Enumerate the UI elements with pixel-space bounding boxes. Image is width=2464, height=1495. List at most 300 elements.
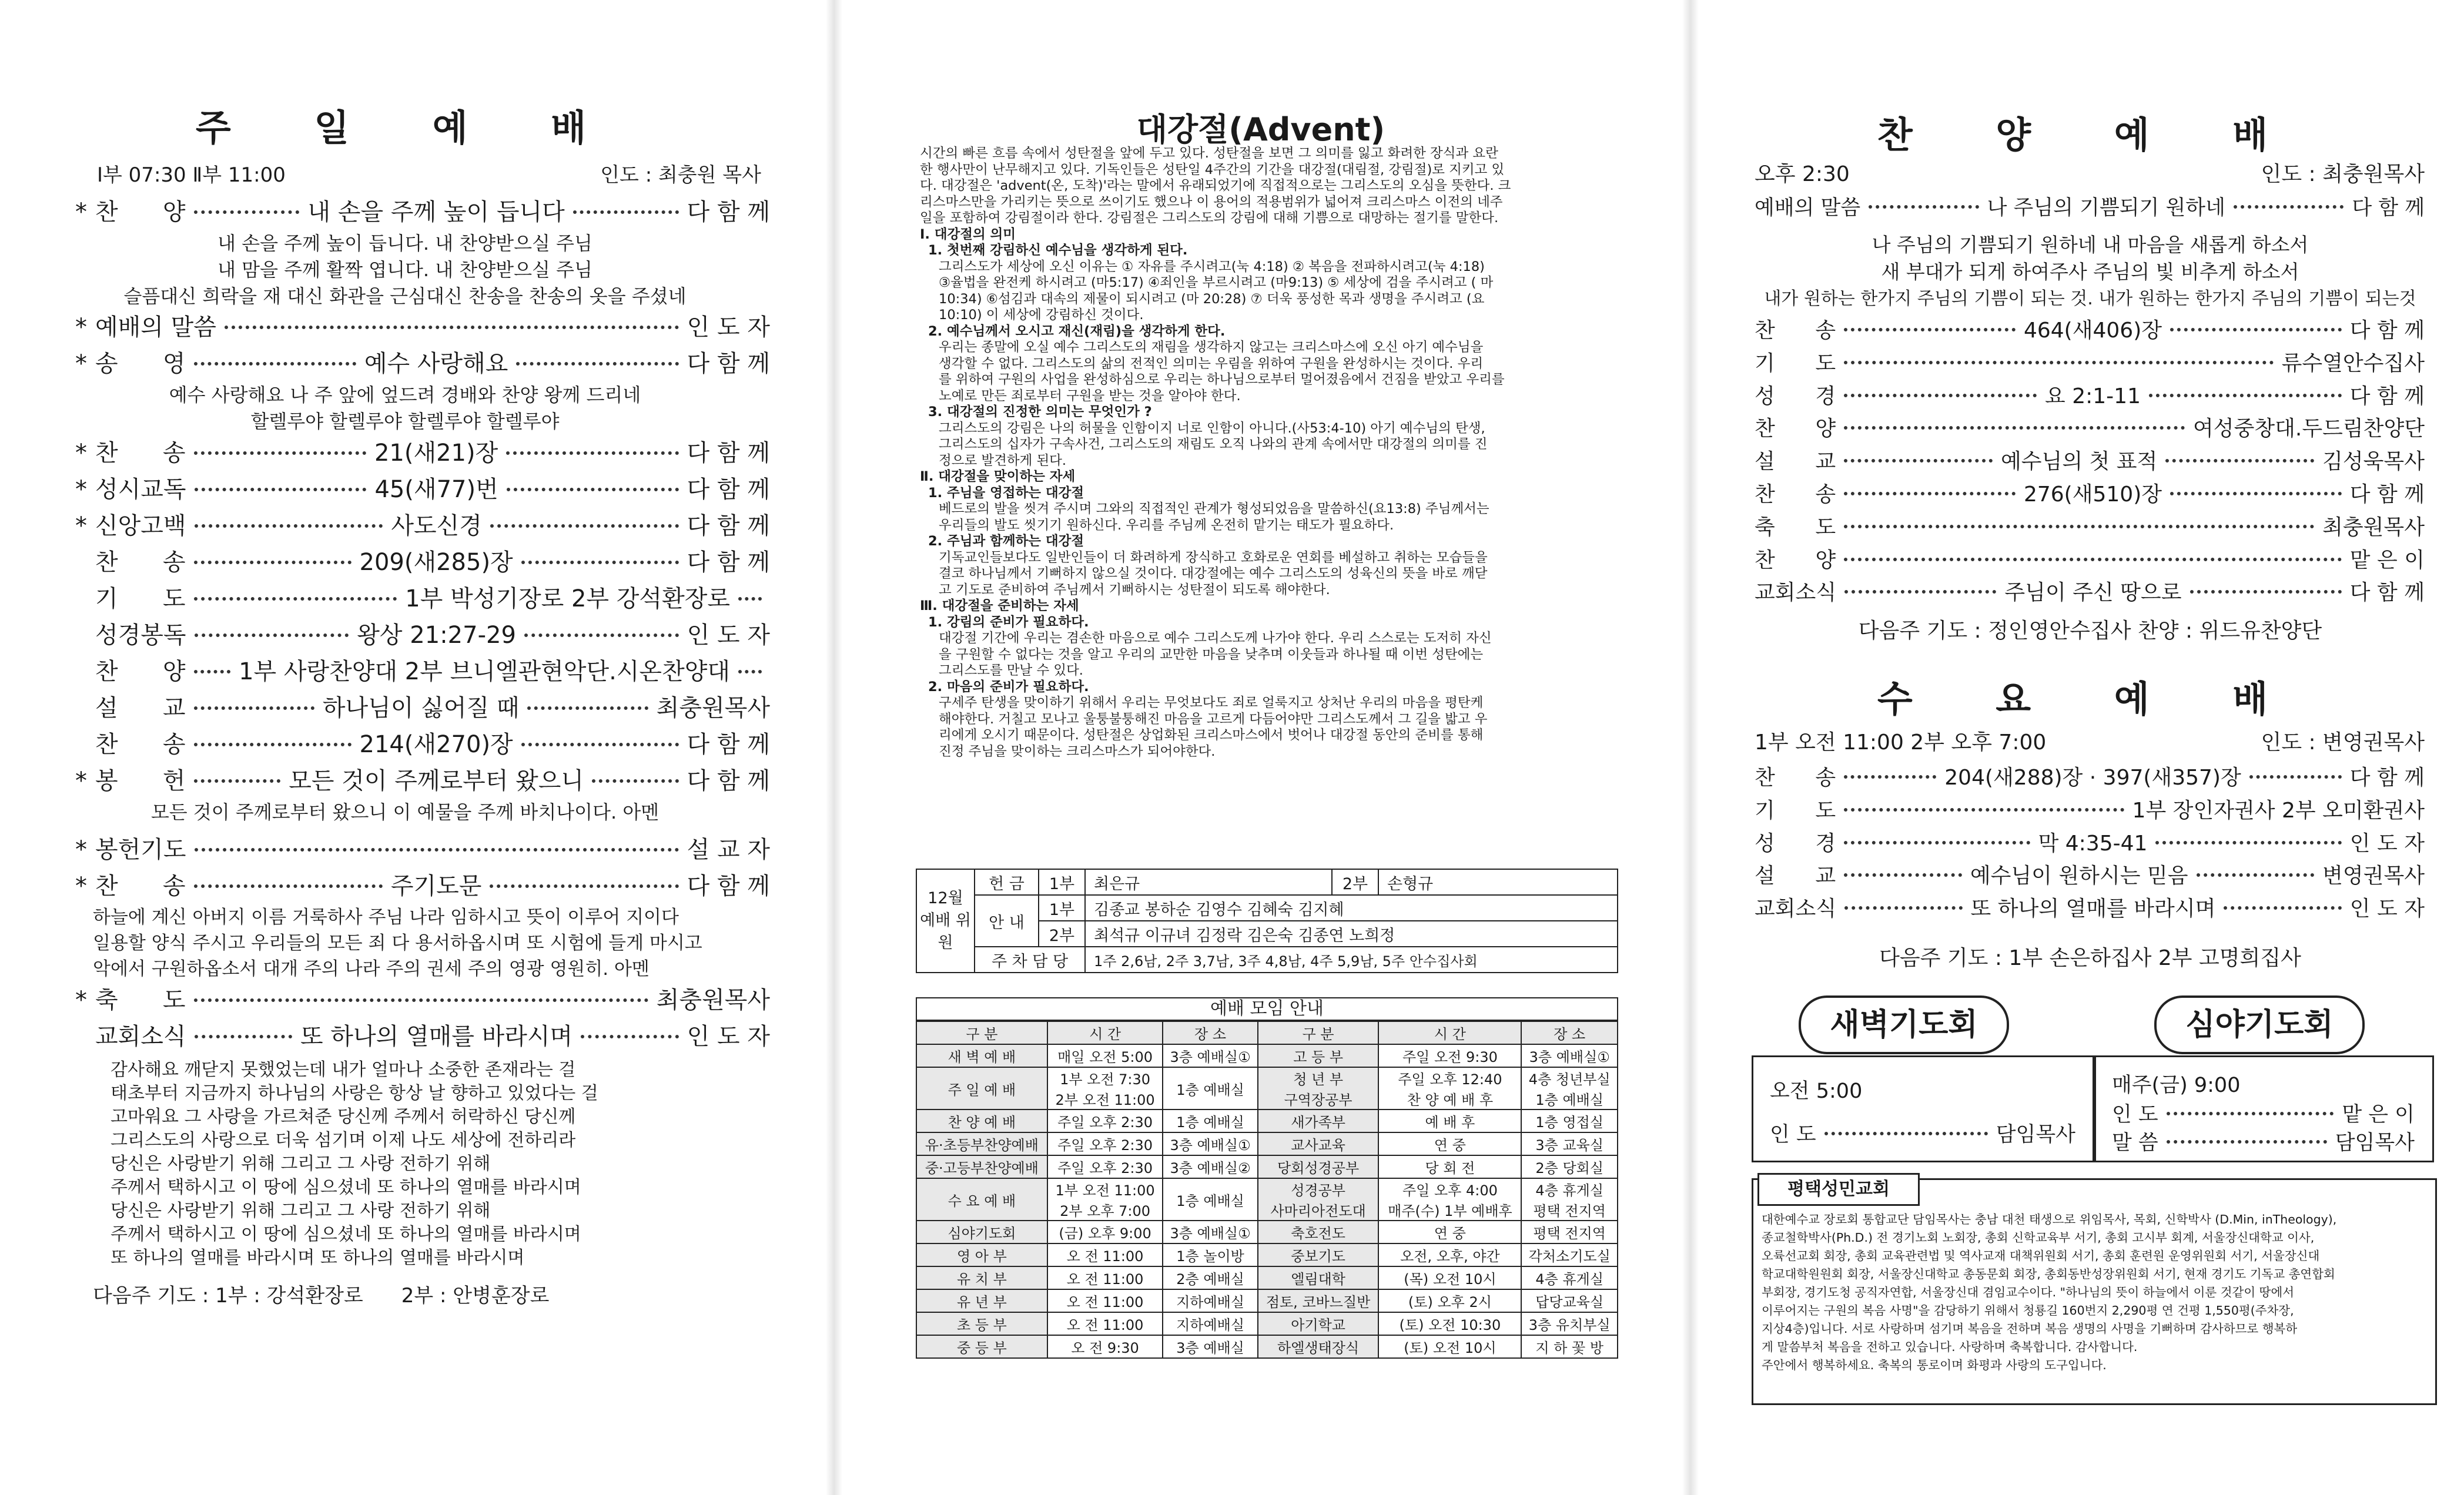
leader-dots	[490, 524, 679, 528]
advent-text-line: 그리스도의 강림은 나의 허물을 인함이지 너로 인함이 아니다.(사53:4-10) 아기 예수님의 탄생,	[939, 420, 1485, 436]
leader-dots	[507, 488, 679, 491]
order-row	[1755, 860, 2425, 893]
schedule-cell: 수 요 예 배	[916, 1178, 1047, 1221]
order-label: 기 도	[1755, 351, 1836, 376]
schedule-cell: 주일 오후 2:30	[1047, 1155, 1163, 1178]
schedule-cell: 교사교육	[1258, 1132, 1379, 1155]
order-row	[75, 982, 770, 1018]
order-who: 다 함 께	[687, 475, 770, 503]
committee-table	[916, 869, 1618, 973]
offering-name-2: 손형규	[1378, 869, 1618, 895]
news-lyric-line: 감사해요 깨닫지 못했었는데 내가 얼마나 소중한 존재라는 걸	[111, 1059, 576, 1080]
news-lyric-line: 주께서 택하시고 이 땅에 심으셨네 또 하나의 열매를 바라시며	[111, 1176, 581, 1198]
leader-dots	[195, 633, 349, 637]
order-label: 교회소식	[1755, 897, 1837, 921]
order-label: 찬 양	[95, 199, 186, 226]
order-who: 다 함 께	[687, 199, 771, 226]
schedule-header-cell: 장 소	[1521, 1021, 1618, 1044]
parking-value: 1주 2,6남, 2주 3,7남, 3주 4,8남, 4주 5,9남, 5주 안수집사회	[1085, 947, 1618, 973]
order-who: 김성욱목사	[2322, 450, 2425, 474]
schedule-cell: 당 회 전	[1378, 1155, 1521, 1178]
schedule-cell: 새가족부	[1258, 1109, 1379, 1132]
wednesday-header	[1755, 726, 2425, 756]
schedule-cell: 1부 오전 7:30 2부 오전 11:00	[1047, 1067, 1163, 1109]
order-content: 464(새406)장	[2023, 319, 2162, 343]
order-content: 45(새77)번	[374, 475, 498, 503]
order-label: 송 영	[95, 350, 186, 378]
schedule-cell: 당회성경공부	[1258, 1155, 1379, 1178]
leader-dots	[592, 779, 679, 783]
order-content: 예수님의 첫 표적	[2001, 450, 2158, 474]
leader-dots	[1844, 394, 2037, 397]
leader-dots	[2170, 492, 2342, 495]
schedule-cell: 3층 예배실②	[1163, 1155, 1257, 1178]
advent-subheading: 2. 마음의 준비가 필요하다.	[928, 679, 1089, 695]
schedule-cell: 오 전 11:00	[1047, 1243, 1163, 1266]
night-leader: 맡 은 이	[2342, 1103, 2415, 1127]
schedule-cell: 축호전도	[1258, 1221, 1379, 1243]
order-label: 성 경	[1755, 384, 1836, 408]
schedule-row	[916, 1266, 1618, 1289]
schedule-cell: 지하예배실	[1163, 1312, 1257, 1335]
schedule-cell: 예 배 후	[1378, 1109, 1521, 1132]
schedule-cell: 고 등 부	[1258, 1044, 1379, 1067]
order-who: 변영권목사	[2322, 864, 2425, 889]
lords-prayer-line: 악에서 구원하옵소서 대개 주의 나라 주의 권세 주의 영광 영원히. 아멘	[93, 958, 650, 980]
order-label: 성시교독	[95, 475, 186, 503]
schedule-cell: 유·초등부찬양예배	[916, 1132, 1047, 1155]
advent-section-heading: Ⅰ. 대강절의 의미	[920, 226, 1016, 242]
order-row	[1755, 544, 2425, 577]
order-row	[75, 868, 770, 904]
leader-dots	[521, 743, 679, 746]
church-text-line: 부회장, 경기도청 공직자연합, 서울장신대 겸임교수이다. "하나님의 뜻이 하늘에서 이룬 것같이 땅에서	[1762, 1285, 2295, 1299]
advent-intro-line: 다. 대강절은 'advent(온, 도착)'라는 말에서 유래되었기에 직접적으로는 그리스도의 오심을 뜻한다. 크	[920, 178, 1511, 193]
leader-dots	[194, 210, 300, 214]
leader-dots	[1824, 1132, 1988, 1135]
order-content: 왕상 21:27-29	[357, 621, 516, 649]
order-label: 기 도	[95, 585, 186, 612]
leader-dots	[581, 1035, 678, 1038]
order-content: 예수 사랑해요	[364, 350, 508, 378]
schedule-cell: 3층 교육실	[1521, 1132, 1618, 1155]
dawn-prayer-box	[1752, 1055, 2096, 1162]
schedule-cell: 청 년 부 구역장공부	[1258, 1067, 1379, 1109]
order-label: 설 교	[95, 694, 186, 722]
order-who: 최충원목사	[2322, 515, 2425, 539]
order-row	[75, 726, 770, 763]
schedule-cell: 점토, 코바느질반	[1258, 1289, 1379, 1312]
order-content: 21(새21)장	[374, 439, 498, 467]
praise-time: 오후 2:30	[1755, 162, 1850, 186]
offering-part-2: 2부	[1332, 869, 1378, 895]
news-lyric-line: 그리스도의 사랑으로 더욱 섬기며 이제 나도 세상에 전하리라	[111, 1129, 576, 1151]
schedule-row	[916, 1289, 1618, 1312]
order-label: 봉 헌	[95, 767, 186, 795]
advent-body	[920, 146, 1625, 760]
order-who: 인 도 자	[687, 621, 770, 649]
leader-dots	[194, 561, 351, 564]
advent-subheading: 1. 첫번째 강림하신 예수님을 생각하게 된다.	[928, 243, 1188, 258]
praise-column	[1716, 0, 2464, 1495]
leader-dots	[194, 706, 314, 710]
night-leader-row	[2112, 1098, 2415, 1128]
schedule-cell: 1층 예배실	[1163, 1109, 1257, 1132]
offering-name-1: 최은규	[1085, 869, 1332, 895]
order-who: 다 함 께	[687, 350, 770, 378]
leader-dots	[490, 884, 678, 888]
news-lyric-line: 고마워요 그 사랑을 가르쳐준 당신께 주께서 허락하신 당신께	[111, 1106, 576, 1127]
schedule-row	[916, 1109, 1618, 1132]
order-label: 예배의 말씀	[95, 314, 216, 341]
schedule-cell: 오 전 9:30	[1047, 1335, 1163, 1358]
praise-word-row	[1755, 192, 2425, 221]
order-row	[75, 1018, 770, 1055]
advent-text-line: 우리는 종말에 오실 예수 그리스도의 재림을 생각하지 않고는 크리스마스에 오신 아기 예수님을	[939, 340, 1484, 355]
order-who: 다 함 께	[687, 548, 770, 576]
order-label: 교회소식	[1755, 581, 1837, 605]
leader-dots	[195, 488, 367, 491]
advent-text-line: 노예로 만든 죄로부터 구원을 받는 것을 알아야 한다.	[939, 388, 1241, 404]
order-row	[75, 508, 770, 544]
order-row	[1755, 347, 2425, 380]
order-label: 찬 송	[1755, 482, 1836, 507]
leader-dots	[195, 848, 679, 852]
order-row	[1755, 827, 2425, 860]
advent-intro-line: 일을 포함하여 강림절이라 한다. 강림절은 그리스도의 강림에 대해 기쁨으로 대망하는 절기를 말한다.	[920, 210, 1499, 226]
leader-dots	[194, 670, 231, 673]
order-row	[1755, 762, 2425, 795]
church-text	[1762, 1211, 2429, 1375]
schedule-cell: 영 아 부	[916, 1243, 1047, 1266]
leader-dots	[738, 597, 762, 601]
order-row	[1755, 893, 2425, 926]
schedule-header	[916, 1021, 1618, 1044]
praise-next: 다음주 기도 : 정인영안수집사 찬양 : 위드유찬양단	[1858, 619, 2322, 643]
schedule-header-cell: 시 간	[1047, 1021, 1163, 1044]
required-mark: *	[75, 199, 87, 226]
schedule-cell: 주일 오후 2:30	[1047, 1132, 1163, 1155]
order-row	[75, 832, 770, 868]
advent-text-line: 결코 하나님께서 기뻐하지 않으실 것이다. 대강절에는 예수 그리스도의 성육신의 뜻을 바로 깨닫	[939, 566, 1488, 581]
sunday-times: Ⅰ부 07:30 Ⅱ부 11:00	[97, 163, 286, 187]
praise-lyric-line: 새 부대가 되게 하여주사 주님의 빛 비추게 하소서	[1881, 260, 2299, 283]
schedule-cell: (토) 오전 10시	[1378, 1335, 1521, 1358]
church-text-line: 오륙선교회 회장, 총회 교육관련법 및 역사교재 대책위원회 서기, 총회 훈련원 운영위원회 서기, 서울장신대	[1762, 1249, 2320, 1263]
schedule-cell: 4층 휴게실 평택 전지역	[1521, 1178, 1618, 1221]
order-row	[1755, 478, 2425, 511]
leader-dots	[2224, 906, 2341, 910]
order-content: 예수님이 원하시는 믿음	[1970, 864, 2188, 889]
night-sermon-row	[2112, 1127, 2415, 1156]
parking-label: 주 차 담 당	[975, 947, 1085, 973]
night-prayer-title: 심야기도회	[2154, 995, 2365, 1054]
schedule-cell: 아기학교	[1258, 1312, 1379, 1335]
schedule-cell: 연 중	[1378, 1132, 1521, 1155]
required-mark: *	[75, 836, 87, 863]
news-lyric-line: 당신은 사랑받기 위해 그리고 그 사랑 전하기 위해	[111, 1153, 491, 1174]
schedule-cell: 유 치 부	[916, 1266, 1047, 1289]
order-label: 찬 송	[95, 730, 186, 758]
order-row	[75, 309, 770, 346]
leader-dots	[2167, 1140, 2327, 1144]
schedule-cell: 심야기도회	[916, 1221, 1047, 1243]
leader-dots	[1844, 525, 2314, 528]
schedule-header-cell: 구 분	[916, 1021, 1047, 1044]
wednesday-time: 1부 오전 11:00 2부 오후 7:00	[1755, 730, 2047, 755]
leader-dots	[1844, 558, 2342, 561]
advent-text-line: 고 기도로 준비하여 주님께서 기뻐하시는 성탄절이 되도록 해야한다.	[939, 582, 1330, 598]
order-content: 또 하나의 열매를 바라시며	[1970, 897, 2216, 921]
schedule-cell: 각처소기도실	[1521, 1243, 1618, 1266]
order-who: 다 함 께	[2349, 482, 2425, 507]
leader-dots	[2149, 394, 2342, 397]
order-row	[75, 617, 770, 653]
advent-text-line: 해야한다. 거칠고 모나고 울퉁불퉁해진 마음을 고르게 다듬어야만 그리스도께서 그 길을 밟고 우	[939, 711, 1488, 727]
schedule-row	[916, 1044, 1618, 1067]
leader-dots	[573, 210, 679, 214]
leader-dots	[194, 998, 648, 1002]
order-label: 성 경	[1755, 831, 1836, 856]
schedule-cell: 3층 예배실	[1163, 1335, 1257, 1358]
leader-dots	[521, 561, 679, 564]
advent-intro-line: 한 행사만이 난무해지고 있다. 기독인들은 성탄일 4주간의 기간을 대강절(대림절, 강림절)로 지키고 있	[920, 162, 1505, 177]
leader-dots	[2249, 775, 2342, 779]
lyric-line: 내 맘을 주께 활짝 엽니다. 내 찬양받으실 주님	[217, 258, 592, 281]
leader-dots	[738, 670, 762, 673]
order-who: 인 도 자	[2349, 831, 2425, 856]
schedule-row	[916, 1221, 1618, 1243]
night-leader-label: 인 도	[2112, 1103, 2158, 1127]
dawn-prayer-title: 새벽기도회	[1799, 995, 2009, 1054]
praise-word-label: 예배의 말씀	[1755, 196, 1861, 220]
order-label: 설 교	[1755, 864, 1836, 889]
news-lyric-line: 태초부터 지금까지 하나님의 사랑은 항상 날 향하고 있었다는 걸	[111, 1082, 598, 1104]
leader-dots	[2170, 328, 2342, 331]
news-lyric-line: 또 하나의 열매를 바라시며 또 하나의 열매를 바라시며	[111, 1247, 525, 1268]
leader-dots	[194, 597, 397, 601]
order-who: 설 교 자	[687, 836, 770, 863]
order-label: 신앙고백	[95, 512, 186, 539]
leader-dots	[1844, 775, 1936, 779]
order-label: 찬 송	[95, 439, 186, 467]
order-who: 다 함 께	[2349, 766, 2425, 790]
sunday-order	[0, 194, 817, 1313]
leader-dots	[1869, 205, 1978, 209]
order-label: 성경봉독	[95, 621, 186, 649]
advent-text-line: 진정 주님을 맞이하는 크리스마스가 되어야한다.	[939, 743, 1216, 759]
wednesday-leader: 인도 : 변영권목사	[2261, 730, 2425, 755]
news-lyric-line: 당신은 사랑받기 위해 그리고 그 사랑 전하기 위해	[111, 1200, 491, 1221]
church-text-line: 이루어지는 구원의 복음 사명"을 감당하기 위해서 청룡길 160번지 2,290평 연 건평 1,550평(주차장,	[1762, 1303, 2294, 1318]
order-label: 축 도	[95, 986, 186, 1014]
order-label: 찬 송	[1755, 319, 1836, 343]
schedule-row	[916, 1132, 1618, 1155]
offering-label: 헌 금	[975, 869, 1039, 895]
advent-text-line: 베드로의 발을 씻겨 주시며 그와의 직접적인 관계가 형성되었음을 말씀하신(요13:8) 주님께서는	[939, 501, 1489, 517]
advent-intro-line: 리스마스만을 가리키는 뜻으로 쓰이기도 했으나 이 용어의 적용범위가 넓어져 크리스마스 이전의 네주	[920, 194, 1503, 210]
order-who: 류수열안수집사	[2281, 351, 2425, 376]
order-label: 교회소식	[95, 1023, 186, 1050]
night-sermon-label: 말 씀	[2112, 1131, 2158, 1155]
order-content: 209(새285)장	[359, 548, 513, 576]
leader-dots	[194, 884, 383, 888]
leader-dots	[194, 451, 366, 455]
required-mark: *	[75, 512, 87, 539]
news-lyrics	[75, 1058, 770, 1270]
schedule-cell: (토) 오전 10:30	[1378, 1312, 1521, 1335]
advent-column	[864, 0, 1658, 1495]
advent-subheading: 2. 예수님께서 오시고 재신(재림)을 생각하게 한다.	[928, 323, 1226, 339]
advent-subheading: 1. 강림의 준비가 필요하다.	[928, 614, 1089, 630]
order-content: 주기도문	[390, 872, 482, 900]
order-row	[1755, 576, 2425, 609]
schedule-header-cell: 구 분	[1258, 1021, 1379, 1044]
schedule-cell: 주일 오후 12:40 찬 양 예 배 후	[1378, 1067, 1521, 1109]
dawn-leader: 담임목사	[1996, 1123, 2075, 1147]
advent-text-line: 10:34) ⑥섬김과 대속의 제물이 되시려고 (마 20:28) ⑦ 더욱 풍성한 목과 생명을 주시려고 (요	[939, 291, 1485, 307]
guide-part-2: 2부	[1039, 921, 1085, 947]
order-label: 찬 양	[1755, 548, 1836, 572]
lyric-line: 슬픔대신 희락을 재 대신 화관을 근심대신 찬송을 찬송의 옷을 주셨네	[123, 284, 687, 307]
order-who: 최충원목사	[656, 694, 770, 722]
order-row	[75, 435, 770, 471]
leader-dots	[195, 524, 383, 528]
leader-dots	[1844, 361, 2273, 364]
dawn-leader-label: 인 도	[1770, 1123, 1816, 1147]
order-who: 맡 은 이	[2349, 548, 2425, 572]
guide-label: 안 내	[975, 895, 1039, 947]
order-label: 찬 송	[95, 548, 186, 576]
dawn-time: 오전 5:00	[1770, 1080, 1863, 1103]
wednesday-title: 수 요 예 배	[1877, 678, 2304, 720]
order-row	[75, 581, 770, 617]
schedule-cell: 찬 양 예 배	[916, 1109, 1047, 1132]
schedule-cell: 3층 예배실①	[1163, 1044, 1257, 1067]
schedule-cell: 2층 당회실	[1521, 1155, 1618, 1178]
leader-dots	[194, 743, 351, 746]
leader-dots	[1844, 492, 2016, 495]
schedule-cell: 1부 오전 11:00 2부 오후 7:00	[1047, 1178, 1163, 1221]
order-who: 다 함 께	[687, 872, 770, 900]
advent-text-line: 그리스도가 세상에 오신 이유는 ① 자유를 주시려고(눅 4:18) ② 복음을 전파하시려고(눅 4:18)	[939, 259, 1485, 274]
order-who: 인 도 자	[687, 1023, 771, 1050]
required-mark: *	[75, 767, 87, 795]
leader-dots	[225, 326, 679, 329]
schedule-cell: (목) 오전 10시	[1378, 1266, 1521, 1289]
schedule-row	[916, 1243, 1618, 1266]
schedule-cell: 지하예배실	[1163, 1289, 1257, 1312]
schedule-row	[916, 1067, 1618, 1109]
church-text-line: 종교철학박사(Ph.D.) 전 경기노회 노회장, 총회 신학교육부 서기, 총회 고시부 회계, 서울장신대학교 이사,	[1762, 1231, 2315, 1245]
order-row	[1755, 511, 2425, 544]
schedule-cell: 답당교육실	[1521, 1289, 1618, 1312]
advent-text-line: 대강절 기간에 우리는 겸손한 마음으로 예수 그리스도께 나가야 한다. 우리 스스로는 도저히 자신	[939, 631, 1492, 646]
schedule-row	[916, 1178, 1618, 1221]
advent-text-line: 그리스도의 십자가 구속사건, 그리스도의 재림도 오직 나와의 관계 속에서만 대강절의 의미를 진	[939, 437, 1488, 452]
schedule-row	[916, 1312, 1618, 1335]
order-who: 다 함 께	[2349, 319, 2425, 343]
schedule-cell: 1층 영접실	[1521, 1109, 1618, 1132]
schedule-cell: 주 일 예 배	[916, 1067, 1047, 1109]
lords-prayer-line: 일용할 양식 주시고 우리들의 모든 죄 다 용서하옵시며 또 시험에 들게 마시고	[93, 932, 702, 954]
schedule-cell: 성경공부 사마리아전도대	[1258, 1178, 1379, 1221]
church-text-line: 게 말씀부처 복음을 전하고 있습니다. 사랑하며 축복합니다. 감사합니다.	[1762, 1340, 2138, 1354]
schedule-cell: 2층 예배실	[1163, 1266, 1257, 1289]
schedule-cell: 새 벽 예 배	[916, 1044, 1047, 1067]
leader-dots	[195, 1035, 292, 1038]
leader-dots	[2155, 841, 2341, 844]
advent-text-line: 우리들의 발도 씻기기 원하신다. 우리를 주님께 온전히 맡기는 태도가 필요하다.	[939, 517, 1394, 533]
schedule-row	[916, 1155, 1618, 1178]
leader-dots	[1844, 808, 2124, 812]
lyric-line: 내 손을 주께 높이 듭니다. 내 찬양받으실 주님	[217, 232, 592, 254]
praise-lyric-line: 나 주님의 기쁨되기 원하네 내 마음을 새롭게 하소서	[1872, 233, 2309, 256]
advent-text-line: 리에게 오시기 때문이다. 성탄절은 상업화된 크리스마스에서 벗어나 대강절 동안의 준비를 통해	[939, 728, 1484, 743]
order-content: 1부 사랑찬양대 2부 브니엘관현악단.시온찬양대	[239, 658, 730, 685]
leader-dots	[524, 633, 679, 637]
required-mark: *	[75, 314, 87, 341]
lords-prayer-line: 하늘에 계신 아버지 이름 거룩하사 주님 나라 임하시고 뜻이 이루어 지이다	[93, 906, 679, 928]
leader-dots	[194, 779, 281, 783]
wednesday-next: 다음주 기도 : 1부 손은하집사 2부 고명희집사	[1879, 946, 2301, 970]
order-content: 사도신경	[391, 512, 482, 539]
guide-names-1: 김종교 봉하순 김영수 김혜숙 김지혜	[1085, 895, 1618, 921]
schedule-cell: 유 년 부	[916, 1289, 1047, 1312]
schedule-cell: 오 전 11:00	[1047, 1266, 1163, 1289]
schedule-table	[916, 1021, 1618, 1359]
schedule-cell: 4층 청년부실 1층 예배실	[1521, 1067, 1618, 1109]
leader-dots	[2234, 205, 2344, 209]
church-info-box	[1752, 1178, 2437, 1405]
order-content: 276(새510)장	[2023, 482, 2162, 507]
lyric-line: 할렐루야 할렐루야 할렐루야 할렐루야	[250, 410, 560, 433]
night-time: 매주(금) 9:00	[2112, 1074, 2241, 1097]
order-row	[1755, 314, 2425, 347]
required-mark: *	[75, 872, 87, 900]
fold-divider-left	[826, 0, 842, 1495]
schedule-header-cell: 시 간	[1378, 1021, 1521, 1044]
required-mark: *	[75, 439, 87, 467]
offering-part-1: 1부	[1039, 869, 1085, 895]
schedule-row	[916, 1335, 1618, 1358]
schedule-cell: 하엘생태장식	[1258, 1335, 1379, 1358]
leader-dots	[1844, 426, 2185, 430]
lyric-line: 예수 사랑해요 나 주 앞에 엎드려 경배와 찬양 왕께 드리네	[169, 384, 641, 407]
schedule-cell: 1층 예배실	[1163, 1067, 1257, 1109]
order-label: 봉헌기도	[95, 836, 186, 863]
order-who: 1부 장인자권사 2부 오미환권사	[2132, 798, 2425, 823]
committee-side: 12월 예배 위원	[916, 869, 975, 973]
schedule-cell: 중보기도	[1258, 1243, 1379, 1266]
schedule-cell: 오 전 11:00	[1047, 1289, 1163, 1312]
advent-text-line: 를 위하여 구원의 사업을 완성하심으로 우리는 하나님으로부터 멀어졌음에서 건짐을 받았고 우리를	[939, 372, 1505, 387]
order-row	[1755, 413, 2425, 445]
lyric-line: 모든 것이 주께로부터 왔으니 이 예물을 주께 바치나이다. 아멘	[150, 800, 659, 823]
leader-dots	[2197, 873, 2315, 877]
order-who: 다 함 께	[687, 512, 771, 539]
praise-word-content: 나 주님의 기쁨되기 원하네	[1987, 196, 2225, 220]
church-name: 평택성민교회	[1757, 1173, 1920, 1206]
order-who: 다 함 께	[2349, 384, 2425, 408]
leader-dots	[506, 451, 678, 455]
advent-text-line: 그리스도를 만날 수 있다.	[939, 663, 1083, 678]
church-text-line: 지상4층)입니다. 서로 사랑하며 섬기며 복음을 전하며 복음 생명의 사명을 기뻐하며 감사하므로 행복하	[1762, 1322, 2298, 1336]
order-content: 또 하나의 열매를 바라시며	[300, 1023, 573, 1050]
order-row	[75, 544, 770, 581]
schedule-cell: 1층 놀이방	[1163, 1243, 1257, 1266]
advent-subheading: 3. 대강절의 진정한 의미는 무엇인가 ?	[928, 404, 1152, 420]
